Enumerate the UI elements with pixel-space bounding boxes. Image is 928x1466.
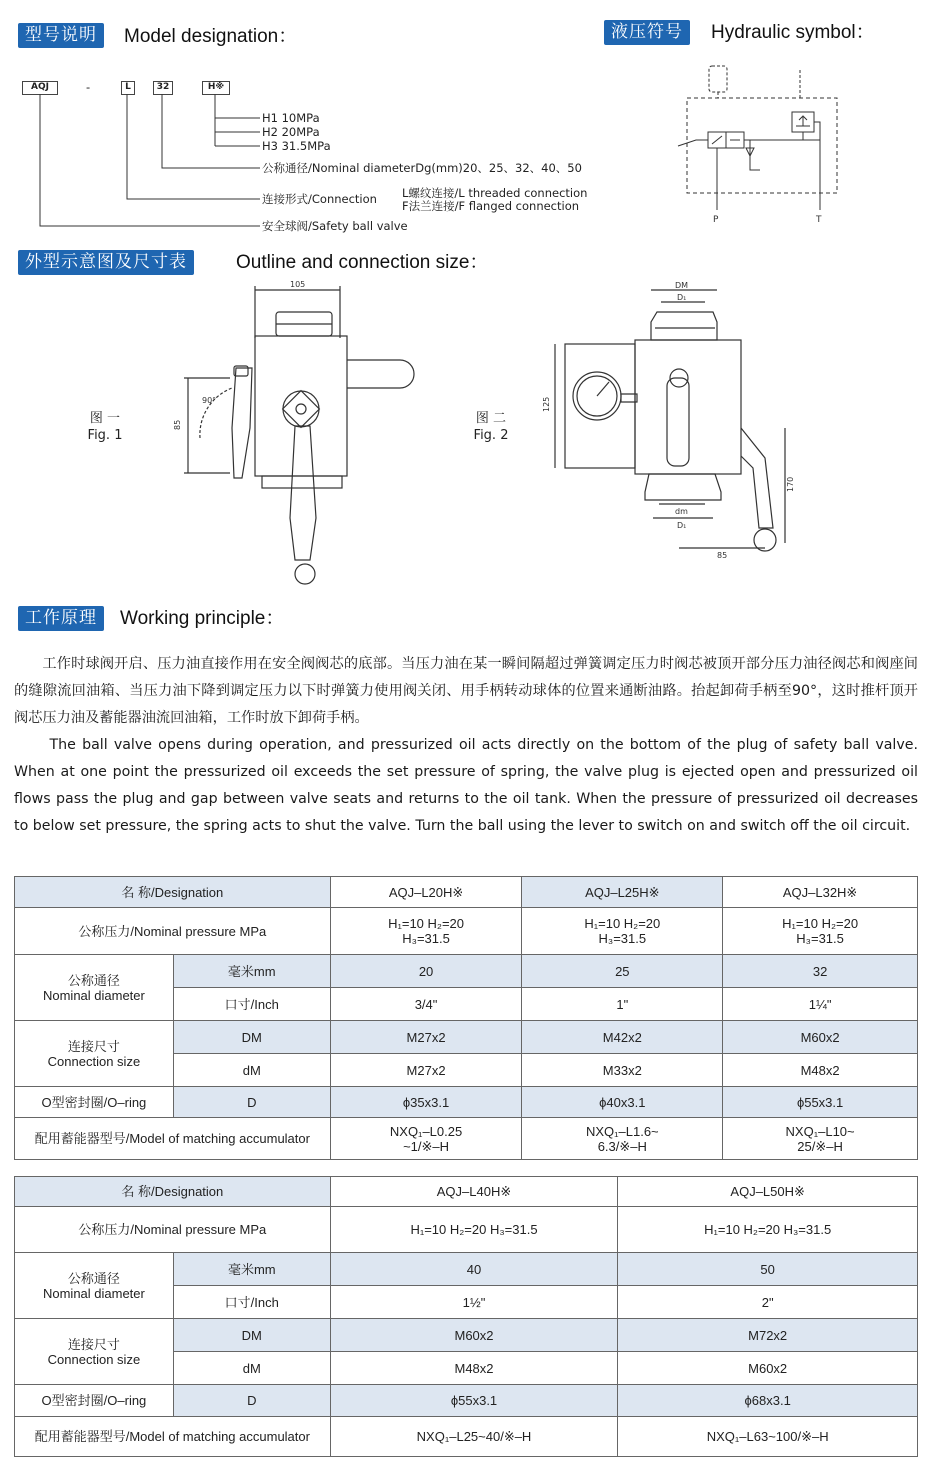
connection-note: 连接形式/Connection xyxy=(262,192,377,206)
oring-value: ϕ55x3.1 xyxy=(723,1087,918,1118)
dm-label: DM xyxy=(173,1319,330,1352)
nominal-pressure-cell xyxy=(723,908,918,955)
nominal-pressure-cell: H₁=10 H₂=20 H₃=31.5 xyxy=(618,1207,918,1253)
connection-label-cn: 连接尺寸 xyxy=(67,1038,120,1054)
dm-value: M27x2 xyxy=(330,1021,522,1054)
working-principle-cn: 工作时球阀开启、压力油直接作用在安全阀阀芯的底部。当压力油在某一瞬间隔超过弹簧调定压力时阀芯被顶开部分压力油径阀芯和阀座间的缝隙流回油箱、当压力油下降到调定压力以下时弹簧力使用阀关闭、用手柄转动球体的位置来通断油路。抬起卸荷手柄至90°，这时推杆顶开阀芯压力油及蓄能器油流回油箱，工作时放下卸荷手柄。 xyxy=(14,656,918,726)
fig1-label-en: Fig. 1 xyxy=(87,428,123,443)
fig2-d1-top: D₁ xyxy=(677,293,687,302)
nominal-pressure-cell: H₁=10 H₂=20 H₃=31.5 xyxy=(330,1207,618,1253)
pressure-line-2: H₃=31.5 xyxy=(402,931,450,946)
accumulator-value xyxy=(723,1118,918,1160)
accumulator-value xyxy=(522,1118,723,1160)
connection-label-en: Connection size xyxy=(47,1053,141,1069)
fig2-outline-drawing xyxy=(542,278,805,568)
mm-value: 20 xyxy=(330,955,522,988)
fig2-dm-bottom: dm xyxy=(675,507,688,516)
fig2-dim-85: 85 xyxy=(717,551,728,560)
code-box-connection: L xyxy=(121,81,135,95)
dm-value: M60x2 xyxy=(723,1021,918,1054)
fig1-dim-top: 105 xyxy=(290,280,306,289)
pressure-line-1: H₁=10 H₂=20 xyxy=(388,916,465,931)
accumulator-value xyxy=(330,1118,522,1160)
inch-value: 2" xyxy=(618,1286,918,1319)
inch-value: 1" xyxy=(522,988,723,1021)
fig2-dim-170: 170 xyxy=(786,476,795,492)
hydraulic-symbol-diagram xyxy=(660,60,860,225)
nominal-pressure-label: 公称压力/Nominal pressure MPa xyxy=(15,908,331,955)
fig2-label-en: Fig. 2 xyxy=(473,428,509,443)
dm2-label: dM xyxy=(173,1054,330,1087)
nominal-diameter-label xyxy=(15,955,174,1021)
diameter-label-cn: 公称通径 xyxy=(67,972,120,988)
hydraulic-symbol-title: Hydraulic symbol： xyxy=(711,22,875,43)
safety-ball-valve-note: 安全球阀/Safety ball valve xyxy=(262,219,408,233)
fig2-label-cn: 图 二 xyxy=(475,411,507,426)
code-dash: - xyxy=(86,80,91,94)
designation-header: 名 称/Designation xyxy=(15,877,331,908)
connection-size-label xyxy=(15,1021,174,1087)
mm-value: 32 xyxy=(723,955,918,988)
spec-table-1 xyxy=(14,876,918,1160)
dm2-value: M60x2 xyxy=(618,1352,918,1385)
oring-label: O型密封圈/O–ring xyxy=(15,1385,174,1417)
model-header: AQJ–L50H※ xyxy=(618,1177,918,1207)
outline-title: Outline and connection size： xyxy=(236,252,489,273)
connection-size-label xyxy=(15,1319,174,1385)
fig2-dim-125: 125 xyxy=(542,396,551,412)
accumulator-label: 配用蓄能器型号/Model of matching accumulator xyxy=(15,1417,331,1457)
pressure-h3: H3 31.5MPa xyxy=(262,139,331,153)
model-designation-title: Model designation： xyxy=(124,26,298,47)
working-principle-title: Working principle： xyxy=(120,608,285,629)
dm2-value: M48x2 xyxy=(723,1054,918,1087)
code-box-pressure: H※ xyxy=(202,81,230,95)
connection-label-cn: 连接尺寸 xyxy=(67,1336,120,1352)
d-label: D xyxy=(173,1087,330,1118)
accumulator-label: 配用蓄能器型号/Model of matching accumulator xyxy=(15,1118,331,1160)
dm2-value: M27x2 xyxy=(330,1054,522,1087)
pressure-h1: H1 10MPa xyxy=(262,111,320,125)
model-header: AQJ–L25H※ xyxy=(522,877,723,908)
nominal-diameter-note: 公称通径/Nominal diameterDg(mm)20、25、32、40、50 xyxy=(262,161,582,175)
d-label: D xyxy=(173,1385,330,1417)
dm-label: DM xyxy=(173,1021,330,1054)
diameter-label-cn: 公称通径 xyxy=(67,1270,120,1286)
mm-label: 毫米mm xyxy=(173,955,330,988)
acc-line-2: 6.3/※–H xyxy=(597,1138,647,1154)
acc-line-1: NXQ₁–L10~ xyxy=(785,1123,855,1139)
acc-line-1: NXQ₁–L1.6~ xyxy=(585,1123,659,1139)
working-principle-tag: 工作原理 xyxy=(18,606,104,631)
nominal-pressure-label: 公称压力/Nominal pressure MPa xyxy=(15,1207,331,1253)
dm2-label: dM xyxy=(173,1352,330,1385)
dm-value: M42x2 xyxy=(522,1021,723,1054)
fig2-dm-top: DM xyxy=(675,281,689,290)
acc-line-1: NXQ₁–L0.25 xyxy=(389,1123,463,1139)
code-box-series: AQJ xyxy=(22,81,58,95)
oring-value: ϕ55x3.1 xyxy=(330,1385,618,1417)
working-principle-en: The ball valve opens during operation, and pressurized oil acts directly on the bottom of the plug of safety ball valve. When at one point the pressurized oil exceeds the set pressure of spring, the valve plug is ejected open and pressurized oil flows pass the plug and gap between valve seats and returns to the oil tank. When the pressure of pressurized oil decreases to below set pressure, the spring acts to shut the valve. Turn the ball using the lever to switch on and switch off the oil circuit. xyxy=(14,737,918,834)
nominal-pressure-cell xyxy=(330,908,522,955)
pressure-line-1: H₁=10 H₂=20 xyxy=(782,916,859,931)
fig1-label-cn: 图 一 xyxy=(89,411,121,426)
oring-value: ϕ68x3.1 xyxy=(618,1385,918,1417)
connection-label-en: Connection size xyxy=(47,1351,141,1367)
acc-line-2: 25/※–H xyxy=(797,1138,843,1154)
dm-value: M72x2 xyxy=(618,1319,918,1352)
accumulator-value: NXQ₁–L63~100/※–H xyxy=(618,1417,918,1457)
pressure-h2: H2 20MPa xyxy=(262,125,320,139)
mm-value: 50 xyxy=(618,1253,918,1286)
nominal-diameter-label xyxy=(15,1253,174,1319)
outline-tag: 外型示意图及尺寸表 xyxy=(18,250,194,275)
diameter-label-en: Nominal diameter xyxy=(42,1285,145,1301)
fig1-dim-side: 85 xyxy=(173,419,182,430)
inch-label: 口寸/Inch xyxy=(173,1286,330,1319)
oring-label: O型密封圈/O–ring xyxy=(15,1087,174,1118)
nominal-pressure-cell xyxy=(522,908,723,955)
inch-label: 口寸/Inch xyxy=(173,988,330,1021)
port-t-label: T xyxy=(816,215,822,225)
designation-header: 名 称/Designation xyxy=(15,1177,331,1207)
dm-value: M60x2 xyxy=(330,1319,618,1352)
model-header: AQJ–L40H※ xyxy=(330,1177,618,1207)
port-p-label: P xyxy=(713,215,719,225)
fig2-d1-bottom: D₁ xyxy=(677,521,687,530)
hydraulic-symbol-tag: 液压符号 xyxy=(604,20,690,45)
pressure-line-1: H₁=10 H₂=20 xyxy=(584,916,661,931)
model-header: AQJ–L20H※ xyxy=(330,877,522,908)
oring-value: ϕ35x3.1 xyxy=(330,1087,522,1118)
fig1-outline-drawing xyxy=(170,278,420,590)
connection-flanged: F法兰连接/F flanged connection xyxy=(402,199,580,213)
dm2-value: M48x2 xyxy=(330,1352,618,1385)
connection-threaded: L螺纹连接/L threaded connection xyxy=(402,186,588,200)
inch-value: 3/4" xyxy=(330,988,522,1021)
pressure-line-2: H₃=31.5 xyxy=(796,931,844,946)
mm-label: 毫米mm xyxy=(173,1253,330,1286)
dm2-value: M33x2 xyxy=(522,1054,723,1087)
diameter-label-en: Nominal diameter xyxy=(42,987,145,1003)
code-box-diameter: 32 xyxy=(153,81,173,95)
mm-value: 40 xyxy=(330,1253,618,1286)
pressure-line-2: H₃=31.5 xyxy=(598,931,647,946)
working-principle-text xyxy=(14,651,918,840)
acc-line-2: ~1/※–H xyxy=(403,1138,450,1154)
accumulator-value: NXQ₁–L25~40/※–H xyxy=(330,1417,618,1457)
fig1-angle: 90° xyxy=(202,396,217,405)
inch-value: 1¼" xyxy=(723,988,918,1021)
model-header: AQJ–L32H※ xyxy=(723,877,918,908)
model-designation-tag: 型号说明 xyxy=(18,23,104,48)
inch-value: 1½" xyxy=(330,1286,618,1319)
mm-value: 25 xyxy=(522,955,723,988)
oring-value: ϕ40x3.1 xyxy=(522,1087,723,1118)
spec-table-2 xyxy=(14,1176,918,1457)
